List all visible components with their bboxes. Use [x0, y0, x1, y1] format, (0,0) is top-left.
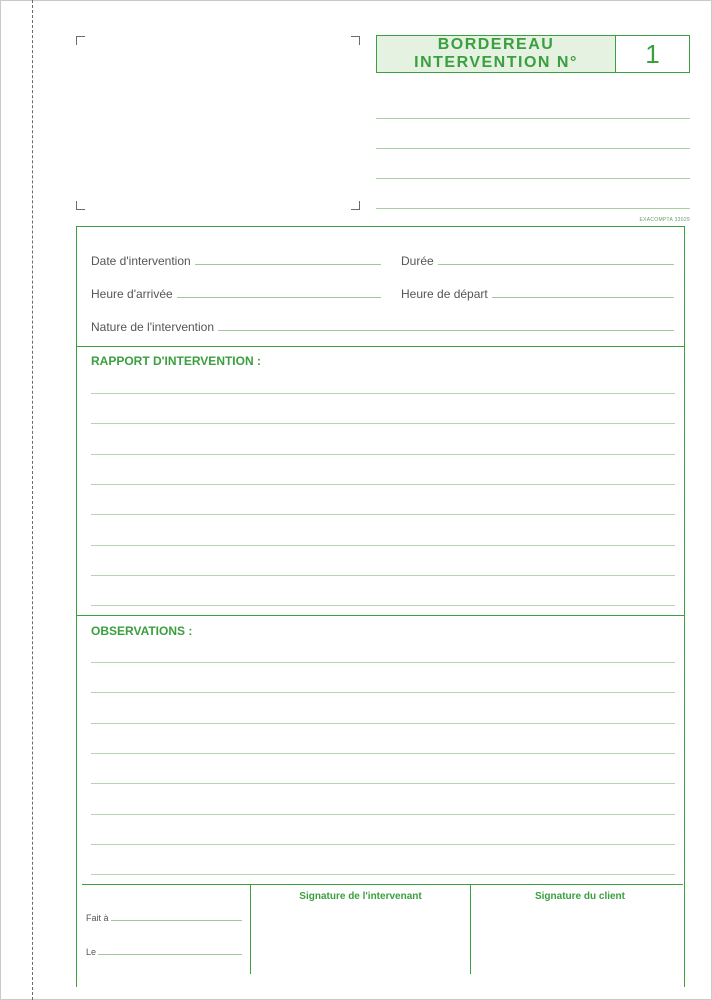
nature-field[interactable] — [91, 320, 674, 334]
signature-intervenant-label: Signature de l'intervenant — [299, 891, 422, 902]
observations-title: OBSERVATIONS : — [91, 624, 193, 638]
observations-line[interactable] — [91, 723, 675, 724]
heure-depart-field[interactable] — [401, 287, 674, 301]
address-corner-bottom-right — [351, 201, 360, 210]
signature-client-label: Signature du client — [534, 891, 625, 902]
heure-depart-label: Heure de départ — [401, 287, 488, 301]
le-label: Le — [86, 947, 97, 957]
address-line[interactable] — [376, 208, 690, 209]
heure-arrivee-field[interactable] — [91, 287, 381, 301]
section-divider — [76, 346, 685, 347]
form-number: 1 — [645, 38, 660, 69]
address-corner-bottom-left — [76, 201, 85, 210]
rapport-line[interactable] — [91, 605, 675, 606]
observations-line[interactable] — [91, 783, 675, 784]
le-input[interactable] — [98, 954, 242, 955]
address-line[interactable] — [376, 178, 690, 179]
section-divider — [76, 615, 685, 616]
duree-field[interactable] — [401, 254, 674, 268]
reference-code: EXACOMPTA 33029 — [639, 217, 690, 223]
form-frame — [76, 226, 685, 987]
rapport-line[interactable] — [91, 575, 675, 576]
nature-label: Nature de l'intervention — [91, 320, 215, 334]
form-title-line2: INTERVENTION N° — [414, 54, 578, 71]
date-intervention-field[interactable] — [91, 254, 381, 268]
observations-line[interactable] — [91, 814, 675, 815]
signature-client-box[interactable] — [472, 910, 682, 972]
observations-line[interactable] — [91, 753, 675, 754]
rapport-line[interactable] — [91, 423, 675, 424]
le-field[interactable] — [86, 947, 242, 957]
heure-depart-input[interactable] — [492, 297, 674, 298]
signature-area-top — [82, 884, 683, 885]
rapport-line[interactable] — [91, 514, 675, 515]
heure-arrivee-input[interactable] — [177, 297, 381, 298]
date-intervention-label: Date d'intervention — [91, 254, 191, 268]
signature-intervenant-box[interactable] — [252, 910, 468, 972]
fait-a-label: Fait à — [86, 913, 109, 923]
rapport-line[interactable] — [91, 484, 675, 485]
rapport-title: RAPPORT D'INTERVENTION : — [91, 354, 261, 368]
rapport-line[interactable] — [91, 393, 675, 394]
rapport-line[interactable] — [91, 454, 675, 455]
fait-a-field[interactable] — [86, 913, 242, 923]
title-box — [376, 35, 690, 73]
form-title — [377, 36, 616, 72]
fait-a-input[interactable] — [111, 920, 242, 921]
nature-input[interactable] — [218, 330, 674, 331]
address-corner-top-left — [76, 36, 85, 45]
perforation-line — [32, 0, 33, 1000]
duree-label: Durée — [401, 254, 434, 268]
address-line[interactable] — [376, 118, 690, 119]
rapport-line[interactable] — [91, 545, 675, 546]
form-title-line1: BORDEREAU — [437, 36, 555, 53]
address-line[interactable] — [376, 148, 690, 149]
duree-input[interactable] — [438, 264, 674, 265]
observations-line[interactable] — [91, 844, 675, 845]
observations-line[interactable] — [91, 692, 675, 693]
address-corner-top-right — [351, 36, 360, 45]
date-intervention-input[interactable] — [195, 264, 381, 265]
observations-line[interactable] — [91, 662, 675, 663]
heure-arrivee-label: Heure d'arrivée — [91, 287, 173, 301]
observations-line[interactable] — [91, 874, 675, 875]
